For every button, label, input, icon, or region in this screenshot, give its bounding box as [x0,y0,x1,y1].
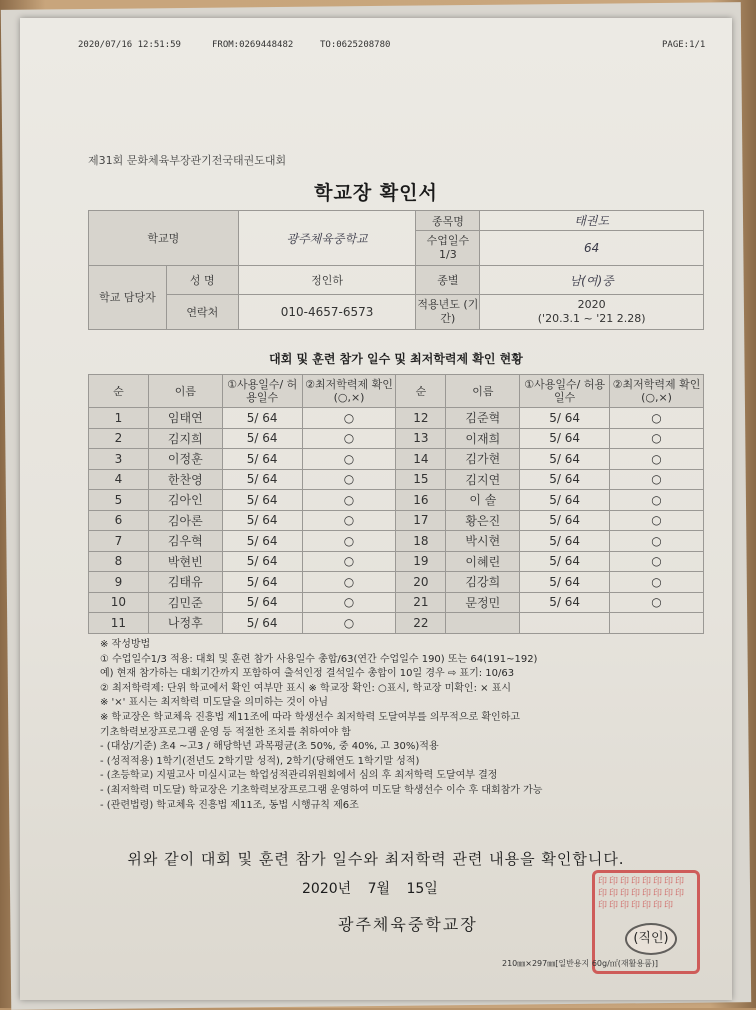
note-line: ※ 작성방법 [100,639,151,650]
school-value: 광주체육중학교 [238,211,416,266]
contact-value: 010-4657-6573 [238,295,416,330]
student-days: 5/ 64 [222,551,302,572]
student-name: 임태연 [148,408,222,429]
student-min-check [610,613,704,634]
student-name: 이재희 [446,428,520,449]
principal-name: 광주체육중학교장 [338,915,478,934]
roster-row [89,428,704,449]
student-name: 문정민 [446,592,520,613]
student-days: 5/ 64 [222,510,302,531]
student-name: 황은진 [446,510,520,531]
student-name: 김우혁 [148,531,222,552]
student-no: 6 [89,510,149,531]
student-no: 4 [89,469,149,490]
student-days: 5/ 64 [222,592,302,613]
student-min-check: ○ [302,449,396,470]
official-stamp: 印印印印印印印印印印印印印印印印印印印印印印印 (직인) [592,870,700,974]
document-page [20,18,732,1000]
student-name: 박시현 [446,531,520,552]
header-name: 이름 [148,375,222,408]
roster-row [89,408,704,429]
header-no: 순 [89,375,149,408]
student-no: 19 [396,551,446,572]
header-days: ①사용일수/ 허용일수 [520,375,610,408]
roster-title: 대회 및 훈련 참가 일수 및 최저학력제 확인 현황 [269,352,523,366]
note-line: - (초등학교) 지필고사 미실시교는 학업성적관리위원회에서 심의 후 최저학력 도달여부 결정 [100,770,498,782]
student-days: 5/ 64 [520,592,610,613]
student-min-check: ○ [302,613,396,634]
student-no: 18 [396,531,446,552]
year-period-cell [480,295,704,330]
note-line: 기초학력보장프로그램 운영 등 적절한 조치를 취하여야 함 [100,726,351,738]
year-value: 2020 [577,298,606,311]
contact-label: 연락처 [166,295,238,330]
document-date: 2020년 7월 15일 [302,881,438,897]
student-no: 20 [396,572,446,593]
student-days: 5/ 64 [222,428,302,449]
note-line: ① 수업일수1/3 적용: 대회 및 훈련 참가 사용일수 총합/63(연간 수업일수 190) 또는 64(191~192) [100,653,538,665]
student-name: 김아론 [148,510,222,531]
period-value: ('20.3.1 ~ '21 2.28) [537,312,646,325]
student-min-check: ○ [302,408,396,429]
student-name: 나정후 [148,613,222,634]
roster-row [89,531,704,552]
student-no: 2 [89,428,149,449]
student-name: 김태유 [148,572,222,593]
student-days: 5/ 64 [520,531,610,552]
note-line: - (대상/기준) 초4 ~고3 / 해당학년 과목평균(초 50%, 중 40%, 고 30%)적용 [100,741,439,753]
note-line: ※ '×' 표시는 최저학력 미도달을 의미하는 것이 아님 [100,697,329,709]
student-min-check: ○ [302,490,396,511]
student-no: 8 [89,551,149,572]
student-min-check: ○ [610,592,704,613]
student-no: 13 [396,428,446,449]
student-no: 22 [396,613,446,634]
student-no: 7 [89,531,149,552]
student-no: 17 [396,510,446,531]
student-name: 이 솔 [446,490,520,511]
notes [100,638,710,813]
student-days: 5/ 64 [222,469,302,490]
student-min-check: ○ [302,531,396,552]
note-line: 예) 현재 참가하는 대회기간까지 포함하여 출석인정 결석일수 총합이 10일 경우 ⇨ 표기: 10/63 [100,668,515,680]
header-min: ②최저학력제 확인(○,×) [302,375,396,408]
fax-from: FROM:0269448482 [212,40,294,50]
student-no: 9 [89,572,149,593]
student-name: 김아인 [148,490,222,511]
note-line: - (최저학력 미도달) 학교장은 기초학력보장프로그램 운영하여 미도달 학생선수 이수 후 대회참가 가능 [100,784,543,796]
gender-value: 남(여)중 [480,266,704,295]
roster-row [89,613,704,634]
student-min-check: ○ [610,572,704,593]
student-name: 김강희 [446,572,520,593]
student-no: 12 [396,408,446,429]
student-no: 16 [396,490,446,511]
roster-header-row [89,375,704,408]
student-min-check: ○ [302,551,396,572]
student-name: 박현빈 [148,551,222,572]
header-min: ②최저학력제 확인(○,×) [610,375,704,408]
student-days: 5/ 64 [222,490,302,511]
student-name: 김민준 [148,592,222,613]
student-no: 1 [89,408,149,429]
student-min-check: ○ [610,408,704,429]
header-name: 이름 [446,375,520,408]
student-min-check: ○ [610,551,704,572]
gender-label: 종별 [416,266,480,295]
student-name: 김지희 [148,428,222,449]
student-no: 5 [89,490,149,511]
student-no: 11 [89,613,149,634]
paper-info: 210㎜×297㎜[일반용지 60g/㎡(재활용품)] [502,959,659,968]
roster-row [89,510,704,531]
student-min-check: ○ [610,469,704,490]
days-value: 64 [480,231,704,266]
student-days: 5/ 64 [222,572,302,593]
seal-label: (직인) [625,923,677,955]
student-min-check: ○ [302,510,396,531]
event-label: 종목명 [416,211,480,231]
student-min-check: ○ [302,469,396,490]
student-no: 15 [396,469,446,490]
days-label: 수업일수 1/3 [416,231,480,266]
student-days: 5/ 64 [520,428,610,449]
name-label: 성 명 [166,266,238,295]
fax-to: TO:0625208780 [320,40,391,50]
roster-row [89,490,704,511]
roster-row [89,449,704,470]
fax-datetime: 2020/07/16 12:51:59 [78,40,181,50]
student-min-check: ○ [610,531,704,552]
student-name [446,613,520,634]
event-value: 태권도 [480,211,704,231]
year-label: 적용년도 (기간) [416,295,480,330]
student-name: 김준혁 [446,408,520,429]
roster-row [89,592,704,613]
school-label: 학교명 [89,211,239,266]
note-line: ※ 학교장은 학교체육 진흥법 제11조에 따라 학생선수 최저학력 도달여부를 의무적으로 확인하고 [100,711,520,723]
student-name: 김지연 [446,469,520,490]
roster-table [88,374,704,634]
roster-row [89,572,704,593]
roster-row [89,551,704,572]
student-name: 한찬영 [148,469,222,490]
student-min-check: ○ [610,449,704,470]
fax-page: PAGE:1/1 [662,40,706,50]
roster-row [89,469,704,490]
student-min-check: ○ [610,510,704,531]
school-info-table [88,210,704,330]
student-no: 3 [89,449,149,470]
note-line: - (성적적용) 1학기(전년도 2학기말 성적), 2학기(당해연도 1학기말 성적) [100,755,420,767]
student-name: 이혜린 [446,551,520,572]
student-min-check: ○ [610,428,704,449]
student-no: 14 [396,449,446,470]
student-days: 5/ 64 [520,469,610,490]
confirmation-statement: 위와 같이 대회 및 훈련 참가 일수와 최저학력 관련 내용을 확인합니다. [127,850,625,868]
student-name: 김가현 [446,449,520,470]
event-name: 제31회 문화체육부장관기전국태권도대회 [88,154,287,167]
student-no: 21 [396,592,446,613]
student-days: 5/ 64 [520,449,610,470]
manager-label: 학교 담당자 [89,266,167,330]
note-line: ② 최저학력제: 단위 학교에서 확인 여부만 표시 ※ 학교장 확인: ○표시, 학교장 미확인: × 표시 [100,682,512,694]
note-line: - (관련법령) 학교체육 진흥법 제11조, 동법 시행규칙 제6조 [100,799,359,811]
student-days: 5/ 64 [222,408,302,429]
student-days: 5/ 64 [520,572,610,593]
student-days: 5/ 64 [520,408,610,429]
student-name: 이정훈 [148,449,222,470]
student-days: 5/ 64 [222,531,302,552]
student-days: 5/ 64 [222,449,302,470]
student-days: 5/ 64 [520,490,610,511]
document-title: 학교장 확인서 [314,182,438,204]
student-days [520,613,610,634]
student-min-check: ○ [302,592,396,613]
student-no: 10 [89,592,149,613]
student-days: 5/ 64 [520,510,610,531]
header-no: 순 [396,375,446,408]
name-value: 정인하 [238,266,416,295]
header-days: ①사용일수/ 허용일수 [222,375,302,408]
student-min-check: ○ [302,428,396,449]
student-days: 5/ 64 [520,551,610,572]
student-min-check: ○ [302,572,396,593]
student-days: 5/ 64 [222,613,302,634]
student-min-check: ○ [610,490,704,511]
